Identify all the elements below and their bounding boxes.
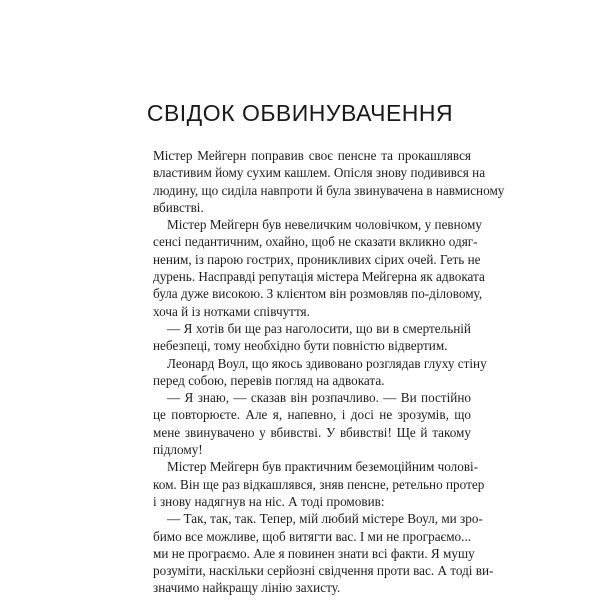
text-line: розуміти, наскільки серйозні свідчення проти вас. А тоді ви- [153,563,494,579]
text-line: властивим йому сухим кашлем. Опісля знову подивився на [153,165,486,181]
text-line: небезпеці, тому необхідно бути повністю відвертим. [153,338,448,354]
text-line: це повторюєте. Але я, напевно, і досі не зрозумів, що [153,407,471,423]
text-line: ком. Він ще раз відкашлявся, зняв пенсне, ретельно протер [153,476,485,492]
text-line: — Так, так, так. Тепер, мій любий містере Воул, ми зро- [167,511,483,527]
text-line: Леонард Воул, що якось здивовано розглядав глуху стіну [167,355,487,371]
text-line: значимо найкращу лінію захисту. [153,580,341,596]
text-line: хоча й із нотками співчуття. [153,303,310,319]
text-line: бимо все можливе, щоб витягти вас. І ми не програємо... [153,528,472,544]
chapter-body-text [153,147,505,597]
text-line: Містер Мейгерн був практичним беземоційним чолові- [167,459,479,475]
text-line: — Я знаю, — сказав він розпачливо. — Ви постійно [167,390,471,406]
text-line: перед собою, перевів погляд на адвоката. [153,372,385,388]
text-line: дурень. Насправді репутація містера Мейгерна як адвоката [153,269,485,285]
text-line: вбивстві. [153,199,204,215]
text-line: мене звинувачено у вбивстві. У вбивстві! Ще й такому [153,424,471,440]
text-line: Містер Мейгерн був невеличким чоловічком, у певному [167,217,482,233]
text-line: підлому! [153,442,203,458]
text-line: людину, що сиділа навпроти й була звинувачена в навмисному [153,182,505,198]
text-line: неним, із парою гострих, проникливих сірих очей. Геть не [153,251,481,267]
text-line: — Я хотів би ще раз наголосити, що ви в смертельній [167,320,471,336]
text-line: була дуже високою. З клієнтом він розмовляв по-діловому, [153,286,483,302]
text-line: сенсі педантичним, охайно, щоб не сказати вкликно одяг- [153,234,478,250]
text-line: Містер Мейгерн поправив своє пенсне та прокашлявся [153,148,471,163]
text-line: ми не програємо. Але я повинен знати всі факти. Я мушу [153,545,475,561]
text-line: і знову надягнув на ніс. А тоді промовив: [153,493,385,509]
chapter-title: СВІДОК ОБВИНУВАЧЕННЯ [146,100,454,126]
